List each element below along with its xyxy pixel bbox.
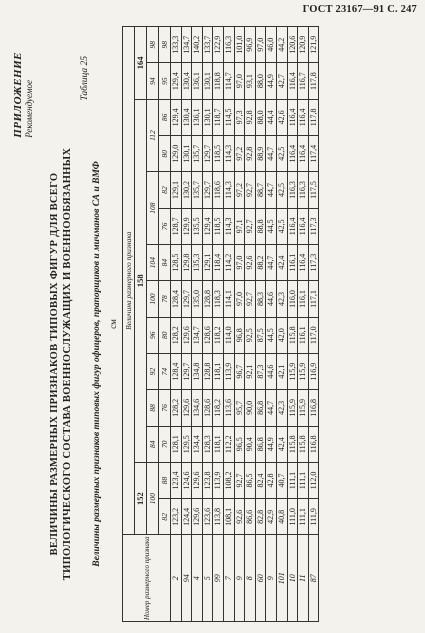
- value-cell: 122,9: [213, 27, 224, 63]
- waist-header: 82: [159, 172, 171, 208]
- value-cell: 133,7: [202, 27, 213, 63]
- value-cell: 140,2: [192, 27, 203, 63]
- value-cell: 95,7: [234, 390, 245, 426]
- value-cell: 115,9: [298, 390, 309, 426]
- value-cell: 118,4: [213, 244, 224, 280]
- value-cell: 44,9: [266, 63, 277, 99]
- waist-header: 88: [159, 462, 171, 498]
- value-cell: 115,8: [298, 426, 309, 462]
- value-cell: 118,3: [213, 281, 224, 317]
- value-cell: 111,1: [298, 462, 309, 498]
- value-cell: 44,7: [266, 172, 277, 208]
- value-cell: 118,5: [213, 208, 224, 244]
- height-group-header: 158: [135, 99, 147, 462]
- value-cell: 111,0: [287, 499, 298, 535]
- value-cell: 129,0: [171, 136, 182, 172]
- value-cell: 135,3: [192, 244, 203, 280]
- value-cell: 130,1: [181, 136, 192, 172]
- value-cell: 135,7: [192, 172, 203, 208]
- header-row-heights: [135, 27, 147, 622]
- height-group-header: 164: [135, 27, 147, 100]
- value-cell: 88,3: [255, 281, 266, 317]
- value-cell: 113,9: [223, 353, 234, 389]
- value-cell: 92,7: [245, 281, 256, 317]
- value-cell: 129,4: [171, 99, 182, 135]
- table-row: [202, 27, 213, 622]
- value-cell: 123,2: [171, 499, 182, 535]
- header-row-chests: [147, 27, 159, 622]
- value-cell: 129,6: [192, 462, 203, 498]
- value-cell: 88,2: [255, 244, 266, 280]
- value-cell: 133,3: [171, 27, 182, 63]
- value-header: Величина размерного признака: [123, 27, 135, 535]
- value-cell: 44,2: [276, 27, 287, 63]
- value-cell: 42,1: [276, 353, 287, 389]
- value-cell: 42,3: [276, 281, 287, 317]
- waist-header: 82: [159, 499, 171, 535]
- value-cell: 44,6: [266, 353, 277, 389]
- table-row: [266, 27, 277, 622]
- value-cell: 128,5: [171, 244, 182, 280]
- value-cell: 42,8: [266, 462, 277, 498]
- value-cell: 128,1: [171, 426, 182, 462]
- value-cell: 115,8: [287, 317, 298, 353]
- waist-header: 74: [159, 353, 171, 389]
- value-cell: 130,4: [181, 99, 192, 135]
- value-cell: 113,9: [213, 462, 224, 498]
- value-cell: 118,1: [213, 353, 224, 389]
- value-cell: 90,0: [245, 390, 256, 426]
- value-cell: 130,2: [181, 172, 192, 208]
- value-cell: 116,9: [308, 353, 319, 389]
- value-cell: 92,1: [245, 353, 256, 389]
- appendix-label: [12, 52, 34, 138]
- value-cell: 86,8: [255, 390, 266, 426]
- value-cell: 120,6: [287, 27, 298, 63]
- value-cell: 86,8: [255, 426, 266, 462]
- table-row: [308, 27, 319, 622]
- value-cell: 116,4: [298, 244, 309, 280]
- value-cell: 115,9: [298, 353, 309, 389]
- value-cell: 124,6: [181, 462, 192, 498]
- value-cell: 129,7: [181, 353, 192, 389]
- value-cell: 128,6: [202, 390, 213, 426]
- value-cell: 111,9: [308, 499, 319, 535]
- chest-header: 98: [147, 27, 159, 63]
- value-cell: 87,3: [255, 353, 266, 389]
- waist-header: 86: [159, 99, 171, 135]
- value-cell: 117,3: [308, 244, 319, 280]
- value-cell: 116,4: [287, 208, 298, 244]
- value-cell: 87,5: [255, 317, 266, 353]
- table-row: [245, 27, 256, 622]
- value-cell: 128,7: [171, 208, 182, 244]
- value-cell: 97,0: [234, 63, 245, 99]
- value-cell: 82,8: [255, 499, 266, 535]
- value-cell: 113,6: [223, 390, 234, 426]
- value-cell: 129,5: [181, 426, 192, 462]
- value-cell: 40,7: [276, 462, 287, 498]
- value-cell: 128,2: [171, 390, 182, 426]
- value-cell: 117,8: [308, 99, 319, 135]
- value-cell: 116,8: [308, 426, 319, 462]
- row-number-cell: 94: [181, 535, 192, 622]
- height-group-header: 152: [135, 462, 147, 535]
- value-cell: 130,1: [202, 99, 213, 135]
- value-cell: 118,6: [213, 172, 224, 208]
- row-number-cell: 7: [223, 535, 234, 622]
- value-cell: 117,8: [308, 63, 319, 99]
- value-cell: 97,2: [234, 136, 245, 172]
- value-cell: 116,3: [298, 172, 309, 208]
- waist-header: 80: [159, 136, 171, 172]
- measurements-table: [122, 26, 319, 622]
- value-cell: 128,3: [202, 426, 213, 462]
- waist-header: 76: [159, 208, 171, 244]
- value-cell: 134,4: [192, 426, 203, 462]
- page-header: [8, 4, 417, 20]
- table-number: Таблица 25: [80, 56, 90, 101]
- value-cell: 135,5: [192, 208, 203, 244]
- value-cell: 97,0: [234, 244, 245, 280]
- table-row: [171, 27, 182, 622]
- appendix-note: Рекомендуемое: [24, 79, 34, 138]
- value-cell: 111,1: [287, 462, 298, 498]
- document-title: ВЕЛИЧИНЫ РАЗМЕРНЫХ ПРИЗНАКОВ ТИПОВЫХ ФИГУР ДЛЯ ВСЕГО ТИПОЛОГИЧЕСКОГО СОСТАВА ВОЕННОСЛУЖАЩИХ И ВОЕННООБЯЗАННЫХ: [49, 147, 73, 581]
- value-cell: 97,0: [234, 281, 245, 317]
- waist-header: 80: [159, 317, 171, 353]
- value-cell: 86,6: [245, 499, 256, 535]
- appendix-title: ПРИЛОЖЕНИЕ: [12, 52, 24, 138]
- value-cell: 92,7: [234, 462, 245, 498]
- value-cell: 92,7: [245, 208, 256, 244]
- value-cell: 44,4: [266, 99, 277, 135]
- value-cell: 129,4: [171, 63, 182, 99]
- row-number-cell: 4: [192, 535, 203, 622]
- value-cell: 42,5: [276, 136, 287, 172]
- value-cell: 123,8: [202, 462, 213, 498]
- value-cell: 112,0: [308, 462, 319, 498]
- table-subtitle: Величины размерных признаков типовых фигур офицеров, прапорщиков и мичманов СА и ВМФ: [92, 161, 102, 567]
- value-cell: 108,2: [223, 462, 234, 498]
- value-cell: 135,0: [192, 281, 203, 317]
- value-cell: 114,5: [223, 99, 234, 135]
- value-cell: 134,6: [192, 390, 203, 426]
- value-cell: 42,9: [266, 499, 277, 535]
- row-number-cell: 5: [202, 535, 213, 622]
- value-cell: 92,5: [245, 317, 256, 353]
- value-cell: 114,7: [223, 63, 234, 99]
- value-cell: 128,8: [202, 353, 213, 389]
- row-number-cell: 11: [298, 535, 309, 622]
- gost-page-number: ГОСТ 23167—91 С. 247: [302, 4, 417, 15]
- value-cell: 116,1: [298, 281, 309, 317]
- chest-header: 88: [147, 390, 159, 426]
- value-cell: 128,4: [171, 353, 182, 389]
- value-cell: 114,1: [223, 281, 234, 317]
- value-cell: 116,4: [298, 136, 309, 172]
- row-number-cell: 101: [276, 535, 287, 622]
- value-cell: 93,1: [245, 63, 256, 99]
- row-number-cell: 60: [255, 535, 266, 622]
- value-cell: 44,6: [266, 281, 277, 317]
- value-cell: 114,2: [223, 244, 234, 280]
- value-cell: 116,7: [298, 63, 309, 99]
- value-cell: 134,7: [181, 27, 192, 63]
- value-cell: 128,2: [171, 317, 182, 353]
- value-cell: 96,7: [234, 353, 245, 389]
- value-cell: 116,4: [287, 136, 298, 172]
- value-cell: 116,1: [287, 244, 298, 280]
- value-cell: 82,4: [255, 462, 266, 498]
- value-cell: 42,5: [276, 208, 287, 244]
- table-row: [255, 27, 266, 622]
- row-number-header: Номер размерного признака: [123, 535, 171, 622]
- value-cell: 117,5: [308, 172, 319, 208]
- value-cell: 116,1: [298, 317, 309, 353]
- value-cell: 108,1: [223, 499, 234, 535]
- value-cell: 114,0: [223, 317, 234, 353]
- value-cell: 42,3: [276, 390, 287, 426]
- value-cell: 123,4: [171, 462, 182, 498]
- value-cell: 112,2: [223, 426, 234, 462]
- value-cell: 117,3: [308, 208, 319, 244]
- value-cell: 44,5: [266, 208, 277, 244]
- value-cell: 97,3: [234, 99, 245, 135]
- value-cell: 123,6: [202, 499, 213, 535]
- value-cell: 129,4: [202, 208, 213, 244]
- table-body: [171, 27, 319, 622]
- waist-header: 95: [159, 63, 171, 99]
- value-cell: 129,6: [192, 499, 203, 535]
- value-cell: 130,1: [202, 63, 213, 99]
- value-cell: 88,0: [255, 63, 266, 99]
- chest-header: 100: [147, 462, 159, 535]
- value-cell: 92,8: [245, 99, 256, 135]
- value-cell: 92,8: [245, 136, 256, 172]
- row-number-cell: 8: [245, 535, 256, 622]
- waist-header: 98: [159, 27, 171, 63]
- value-cell: 113,8: [213, 499, 224, 535]
- header-row-value: [123, 27, 135, 622]
- value-cell: 92,6: [245, 244, 256, 280]
- value-cell: 129,7: [181, 281, 192, 317]
- chest-header: 108: [147, 172, 159, 245]
- value-cell: 120,9: [298, 27, 309, 63]
- value-cell: 88,7: [255, 172, 266, 208]
- value-cell: 88,8: [255, 208, 266, 244]
- chest-header: 100: [147, 281, 159, 317]
- value-cell: 128,8: [202, 281, 213, 317]
- chest-header: 94: [147, 63, 159, 99]
- value-cell: 118,5: [213, 136, 224, 172]
- value-cell: 97,0: [255, 27, 266, 63]
- table-row: [287, 27, 298, 622]
- value-cell: 136,1: [192, 63, 203, 99]
- value-cell: 86,5: [245, 462, 256, 498]
- value-cell: 111,1: [298, 499, 309, 535]
- value-cell: 116,3: [223, 27, 234, 63]
- value-cell: 116,4: [287, 63, 298, 99]
- value-cell: 135,7: [192, 136, 203, 172]
- value-cell: 115,9: [287, 390, 298, 426]
- value-cell: 116,4: [287, 99, 298, 135]
- value-cell: 115,9: [287, 353, 298, 389]
- value-cell: 129,6: [181, 317, 192, 353]
- value-cell: 44,7: [266, 136, 277, 172]
- value-cell: 101,0: [234, 27, 245, 63]
- table-row: [213, 27, 224, 622]
- value-cell: 115,8: [287, 426, 298, 462]
- value-cell: 42,4: [276, 244, 287, 280]
- value-cell: 116,3: [287, 172, 298, 208]
- table-row: [192, 27, 203, 622]
- waist-header: 70: [159, 426, 171, 462]
- value-cell: 44,7: [266, 244, 277, 280]
- value-cell: 116,0: [287, 281, 298, 317]
- units-label: см: [108, 319, 118, 329]
- value-cell: 114,3: [223, 172, 234, 208]
- value-cell: 88,9: [255, 136, 266, 172]
- value-cell: 90,4: [245, 426, 256, 462]
- table-row: [276, 27, 287, 622]
- value-cell: 118,1: [213, 426, 224, 462]
- value-cell: 128,6: [202, 317, 213, 353]
- value-cell: 42,0: [276, 317, 287, 353]
- value-cell: 129,7: [202, 172, 213, 208]
- value-cell: 129,1: [202, 244, 213, 280]
- value-cell: 129,7: [202, 136, 213, 172]
- value-cell: 96,9: [245, 27, 256, 63]
- value-cell: 40,8: [276, 499, 287, 535]
- value-cell: 42,7: [276, 63, 287, 99]
- value-cell: 42,6: [276, 99, 287, 135]
- chest-header: 112: [147, 99, 159, 172]
- value-cell: 121,9: [308, 27, 319, 63]
- table-row: [298, 27, 309, 622]
- value-cell: 97,2: [234, 172, 245, 208]
- row-number-cell: 99: [213, 535, 224, 622]
- value-cell: 129,8: [181, 244, 192, 280]
- value-cell: 42,4: [276, 426, 287, 462]
- header-row-waists: [159, 27, 171, 622]
- row-number-cell: 87: [308, 535, 319, 622]
- waist-header: 76: [159, 390, 171, 426]
- value-cell: 129,9: [181, 208, 192, 244]
- value-cell: 118,7: [213, 99, 224, 135]
- value-cell: 130,4: [181, 63, 192, 99]
- row-number-cell: 2: [171, 535, 182, 622]
- value-cell: 118,2: [213, 390, 224, 426]
- row-number-cell: 10: [287, 535, 298, 622]
- value-cell: 114,3: [223, 208, 234, 244]
- chest-header: 92: [147, 353, 159, 389]
- value-cell: 129,1: [171, 172, 182, 208]
- value-cell: 44,7: [266, 390, 277, 426]
- value-cell: 92,7: [245, 172, 256, 208]
- value-cell: 116,4: [298, 208, 309, 244]
- value-cell: 116,8: [308, 390, 319, 426]
- value-cell: 117,4: [308, 136, 319, 172]
- value-cell: 134,8: [192, 353, 203, 389]
- chest-header: 84: [147, 426, 159, 462]
- value-cell: 117,0: [308, 317, 319, 353]
- value-cell: 44,5: [266, 317, 277, 353]
- value-cell: 134,7: [192, 317, 203, 353]
- chest-header: 96: [147, 317, 159, 353]
- value-cell: 96,5: [234, 426, 245, 462]
- value-cell: 117,1: [308, 281, 319, 317]
- value-cell: 129,6: [181, 390, 192, 426]
- waist-header: 84: [159, 244, 171, 280]
- value-cell: 46,0: [266, 27, 277, 63]
- value-cell: 118,8: [213, 63, 224, 99]
- table-row: [234, 27, 245, 622]
- value-cell: 118,2: [213, 317, 224, 353]
- table-row: [223, 27, 234, 622]
- value-cell: 88,0: [255, 99, 266, 135]
- value-cell: 42,5: [276, 172, 287, 208]
- table-row: [181, 27, 192, 622]
- row-number-cell: 9: [234, 535, 245, 622]
- value-cell: 92,6: [234, 499, 245, 535]
- chest-header: 104: [147, 244, 159, 280]
- value-cell: 96,8: [234, 317, 245, 353]
- value-cell: 128,4: [171, 281, 182, 317]
- value-cell: 116,4: [298, 99, 309, 135]
- row-number-cell: 9: [266, 535, 277, 622]
- waist-header: 78: [159, 281, 171, 317]
- value-cell: 44,9: [266, 426, 277, 462]
- value-cell: 97,1: [234, 208, 245, 244]
- value-cell: 124,4: [181, 499, 192, 535]
- value-cell: 114,3: [223, 136, 234, 172]
- rotated-document-body: [8, 26, 416, 622]
- value-cell: 136,1: [192, 99, 203, 135]
